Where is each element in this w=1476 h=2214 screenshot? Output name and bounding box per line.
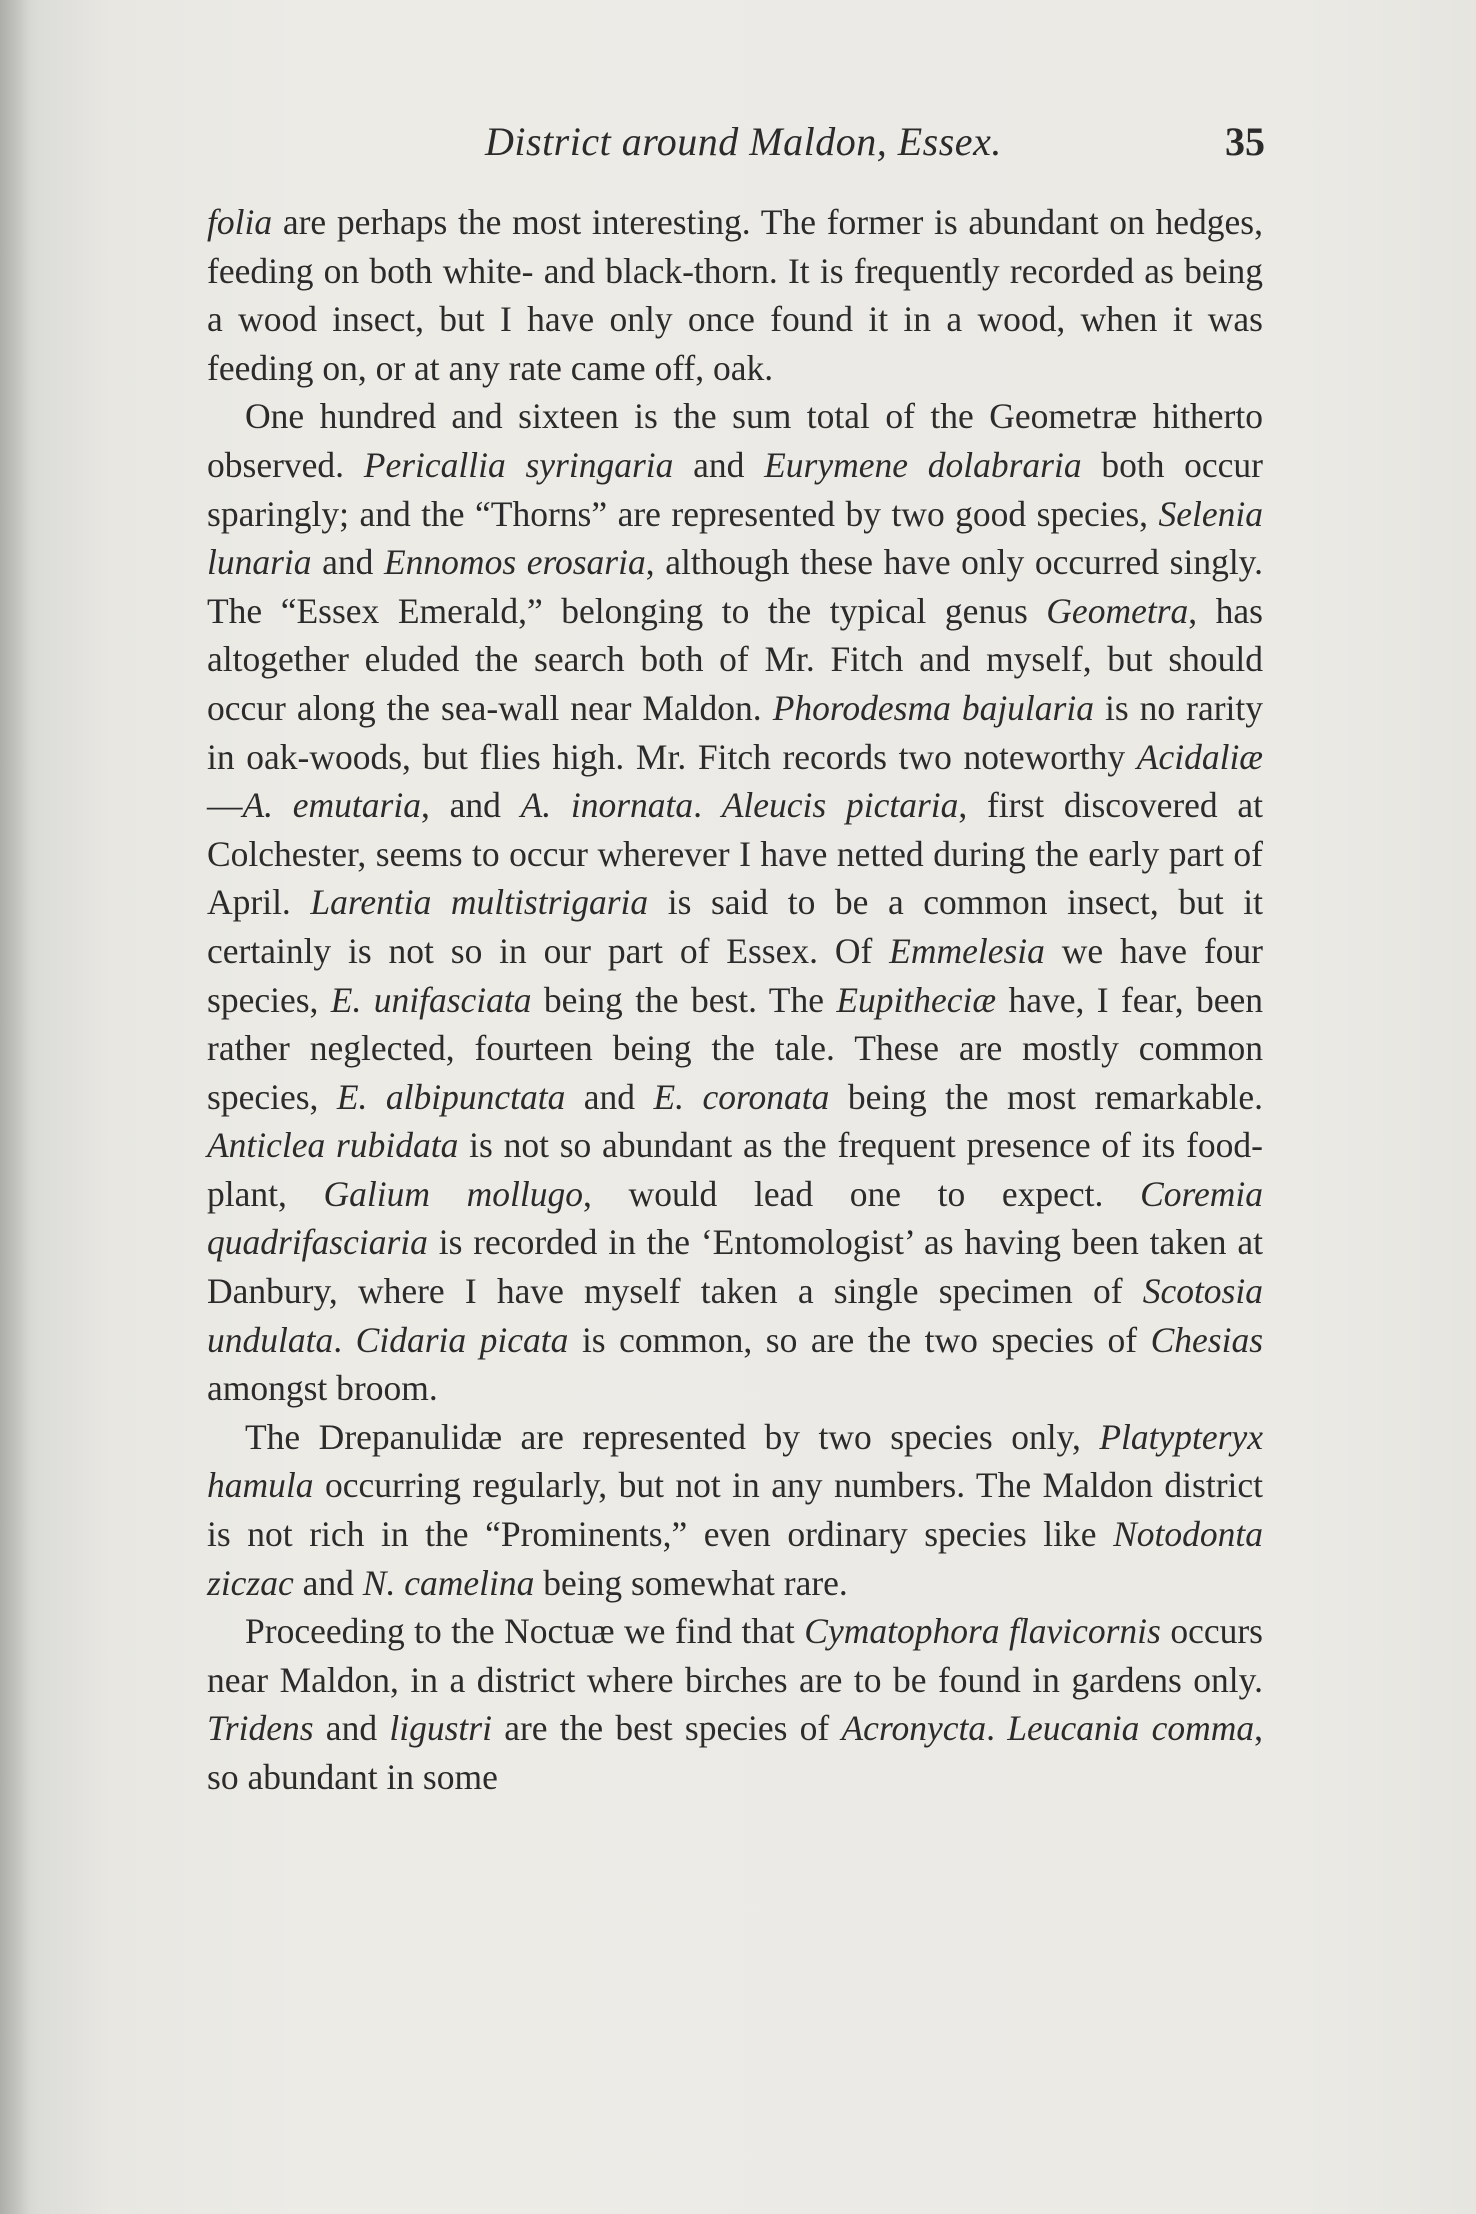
italic-run: Scotosia undulata [207,1271,1263,1360]
italic-run: Chesias [1150,1319,1264,1360]
italic-run: E. albipunctata [336,1076,566,1117]
italic-run: Phorodesma bajularia [772,687,1094,728]
text-run: are perhaps the most interesting. The former is abundant on hedges, feeding on both white- and black-thorn. It is frequently recorded as being a wood insect, but I have only once found it in a wood, when it was feeding on, or at any rate came off, oak. [207,202,1263,388]
text-run: Proceeding to the Noctuæ we find that [245,1611,805,1652]
text-run: , first discovered at Colchester, seems to occur wherever I have netted during the early part of April. [207,785,1263,923]
paragraph [207,1413,1263,1607]
text-run: occurs near Maldon, in a district where birches are to be found in gardens only. [207,1611,1263,1700]
italic-run: Eurymene dolabraria [764,444,1082,485]
italic-run: Anticlea rubidata [207,1125,459,1166]
text-run: are the best species of [491,1708,842,1749]
text-run: occurring regularly, but not in any numbers. The Maldon district is not rich in the “Prominents,” even ordinary species like [207,1465,1263,1555]
italic-run: E. unifasciata [330,979,532,1020]
italic-run: E. coronata [653,1076,830,1117]
italic-run: Aleucis pictaria [721,785,959,826]
text-run: is common, so are the two species of [568,1319,1151,1360]
italic-run: Ennomos erosaria [384,542,646,583]
text-run: . [986,1708,1008,1749]
text-run: and [311,542,384,583]
running-head [205,118,1265,168]
text-run: , so abundant in some [207,1708,1264,1797]
italic-run: Leucania comma [1007,1708,1255,1749]
italic-run: Selenia lunaria [207,493,1263,583]
text-run: — [207,785,243,826]
text-run: , although these have only occurred singly. The “Essex Emerald,” belonging to the typical genus [207,542,1263,631]
text-run: The Drepanulidæ are represented by two species only, [245,1416,1100,1457]
italic-run: Platypteryx hamula [207,1416,1263,1506]
text-run: is said to be a common insect, but it certainly is not so in our part of Essex. Of [207,882,1263,971]
running-title: District around Maldon, Essex. [485,119,1002,164]
italic-run: Acronycta [841,1708,987,1749]
italic-run: A. inornata [520,785,694,826]
italic-run: Geometra [1046,590,1189,631]
text-run: is recorded in the ‘Entomologist’ as having been taken at Danbury, where I have myself taken a single specimen of [207,1222,1263,1312]
text-run: both occur sparingly; and the “Thorns” are represented by two good species, [207,444,1264,534]
text-run: and [673,444,765,485]
text-run: , and [420,785,521,826]
text-run: being the best. The [531,979,837,1020]
italic-run: Tridens [207,1708,314,1749]
text-run: we have four species, [207,930,1264,1020]
text-run: and [313,1708,390,1749]
text-run: and [565,1076,654,1117]
text-run: One hundred and sixteen is the sum total of the Geometræ hitherto observed. [207,396,1263,485]
italic-run: Pericallia syringaria [363,444,674,485]
paragraph [207,1607,1263,1801]
italic-run: Cymatophora flavicornis [804,1611,1161,1652]
text-run: being somewhat rare. [534,1562,848,1603]
text-run: , has altogether eluded the search both of Mr. Fitch and myself, but should occur along the sea-wall near Maldon. [207,590,1263,728]
page-number: 35 [1225,119,1265,164]
italic-run: Eupitheciæ [836,979,997,1020]
italic-run: Notodonta ziczac [207,1514,1263,1603]
text-run: . [693,785,722,826]
text-run: being the most remarkable. [829,1076,1263,1117]
paragraph [207,392,1263,1412]
italic-run: Cidaria picata [355,1319,569,1360]
paragraph [207,198,1263,392]
italic-run: Coremia quadrifasciaria [207,1173,1263,1263]
italic-run: Acidaliæ [1136,736,1263,777]
binding-shadow [0,0,30,2214]
italic-run: folia [207,202,273,242]
italic-run: Emmelesia [889,930,1045,971]
text-run: is no rarity in oak-woods, but flies high. Mr. Fitch records two noteworthy [207,687,1264,777]
text-run: amongst broom. [207,1368,438,1409]
text-run: and [293,1562,363,1603]
italic-run: Larentia multistrigaria [310,882,649,923]
italic-run: ligustri [389,1708,492,1749]
italic-run: Galium mollugo [323,1173,584,1214]
text-run: is not so abundant as the frequent presence of its food-plant, [207,1125,1263,1214]
text-run: have, I fear, been rather neglected, fourteen being the tale. These are mostly common species, [207,979,1263,1117]
italic-run: N. camelina [362,1562,535,1603]
italic-run: A. emutaria [242,785,421,826]
text-run: , would lead one to expect. [583,1173,1141,1214]
body-text [207,198,1263,1802]
text-run: . [333,1319,356,1360]
